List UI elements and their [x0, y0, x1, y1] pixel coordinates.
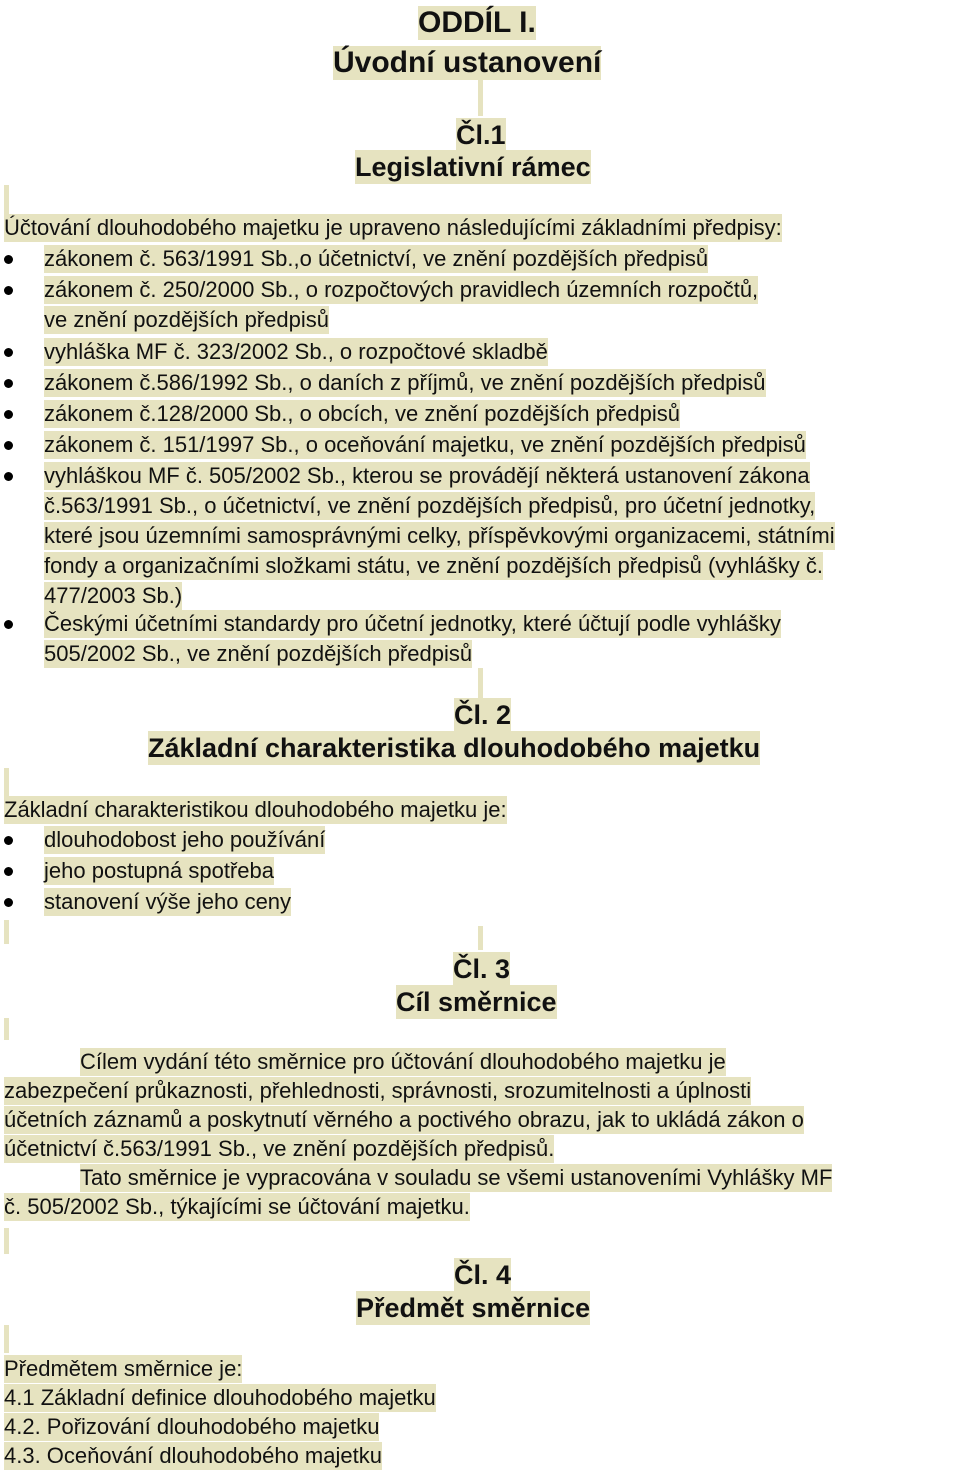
list-item: jeho postupná spotřeba — [44, 858, 274, 883]
section-subtitle: Úvodní ustanovení — [333, 46, 602, 79]
bullet-icon — [4, 286, 13, 295]
list-item: zákonem č. 151/1997 Sb., o oceňování majetku, ve znění pozdějších předpisů — [44, 432, 806, 457]
article-intro: Základní charakteristikou dlouhodobého majetku je: — [4, 797, 507, 822]
bullet-icon — [4, 836, 13, 845]
list-item: 4.1 Základní definice dlouhodobého majetku — [4, 1385, 436, 1410]
paragraph-line: účetnictví č.563/1991 Sb., ve znění pozdějších předpisů. — [4, 1136, 555, 1161]
margin-bar — [4, 920, 9, 944]
margin-bar — [4, 768, 9, 796]
bullet-icon — [4, 620, 13, 629]
margin-bar — [478, 80, 483, 116]
article-number: Čl. 2 — [454, 700, 512, 730]
article-title: Předmět směrnice — [356, 1293, 591, 1323]
article-intro: Předmětem směrnice je: — [4, 1356, 243, 1381]
margin-bar — [4, 1228, 9, 1254]
list-item: zákonem č. 563/1991 Sb.,o účetnictví, ve znění pozdějších předpisů — [44, 246, 709, 271]
bullet-icon — [4, 410, 13, 419]
article-title: Legislativní rámec — [355, 152, 591, 182]
margin-bar — [4, 185, 9, 215]
list-item: dlouhodobost jeho používání — [44, 827, 326, 852]
list-item: 4.2. Pořizování dlouhodobého majetku — [4, 1414, 380, 1439]
margin-bar — [478, 926, 483, 950]
list-item: vyhláškou MF č. 505/2002 Sb., kterou se provádějí některá ustanovení zákona — [44, 463, 810, 488]
list-item: 4.3. Oceňování dlouhodobého majetku — [4, 1443, 382, 1468]
list-item-continuation: které jsou územními samosprávnými celky, příspěvkovými organizacemi, státními — [44, 523, 835, 548]
paragraph-line: účetních záznamů a poskytnutí věrného a poctivého obrazu, jak to ukládá zákon o — [4, 1107, 804, 1132]
list-item: stanovení výše jeho ceny — [44, 889, 292, 914]
paragraph-line: zabezpečení průkaznosti, přehlednosti, správnosti, srozumitelnosti a úplnosti — [4, 1078, 752, 1103]
bullet-icon — [4, 472, 13, 481]
list-item: vyhláška MF č. 323/2002 Sb., o rozpočtové skladbě — [44, 339, 548, 364]
paragraph-line: Cílem vydání této směrnice pro účtování dlouhodobého majetku je — [80, 1049, 726, 1074]
article-intro: Účtování dlouhodobého majetku je upraveno následujícími základními předpisy: — [4, 215, 782, 240]
bullet-icon — [4, 348, 13, 357]
section-title: ODDÍL I. — [418, 6, 536, 39]
paragraph-line: č. 505/2002 Sb., týkajícími se účtování majetku. — [4, 1194, 470, 1219]
list-item: zákonem č.128/2000 Sb., o obcích, ve znění pozdějších předpisů — [44, 401, 680, 426]
article-title: Cíl směrnice — [396, 987, 557, 1017]
list-item: Českými účetními standardy pro účetní jednotky, které účtují podle vyhlášky — [44, 611, 781, 636]
list-item: zákonem č. 250/2000 Sb., o rozpočtových pravidlech územních rozpočtů, — [44, 277, 759, 302]
margin-bar — [4, 1018, 9, 1040]
margin-bar — [4, 1325, 9, 1353]
bullet-icon — [4, 255, 13, 264]
article-number: Čl. 4 — [454, 1260, 512, 1290]
article-title: Základní charakteristika dlouhodobého majetku — [148, 733, 761, 763]
list-item-continuation: ve znění pozdějších předpisů — [44, 307, 329, 332]
paragraph-line: Tato směrnice je vypracována v souladu se všemi ustanoveními Vyhlášky MF — [80, 1165, 833, 1190]
list-item-continuation: č.563/1991 Sb., o účetnictví, ve znění pozdějších předpisů, pro účetní jednotky, — [44, 493, 816, 518]
article-number: Čl. 3 — [453, 954, 511, 984]
article-number: Čl.1 — [456, 120, 506, 150]
list-item-continuation: fondy a organizačními složkami státu, ve znění pozdějších předpisů (vyhlášky č. — [44, 553, 823, 578]
list-item: zákonem č.586/1992 Sb., o daních z příjmů, ve znění pozdějších předpisů — [44, 370, 766, 395]
bullet-icon — [4, 867, 13, 876]
bullet-icon — [4, 898, 13, 907]
list-item-continuation: 477/2003 Sb.) — [44, 583, 183, 608]
bullet-icon — [4, 441, 13, 450]
bullet-icon — [4, 379, 13, 388]
list-item-continuation: 505/2002 Sb., ve znění pozdějších předpisů — [44, 641, 473, 666]
margin-bar — [478, 668, 483, 700]
